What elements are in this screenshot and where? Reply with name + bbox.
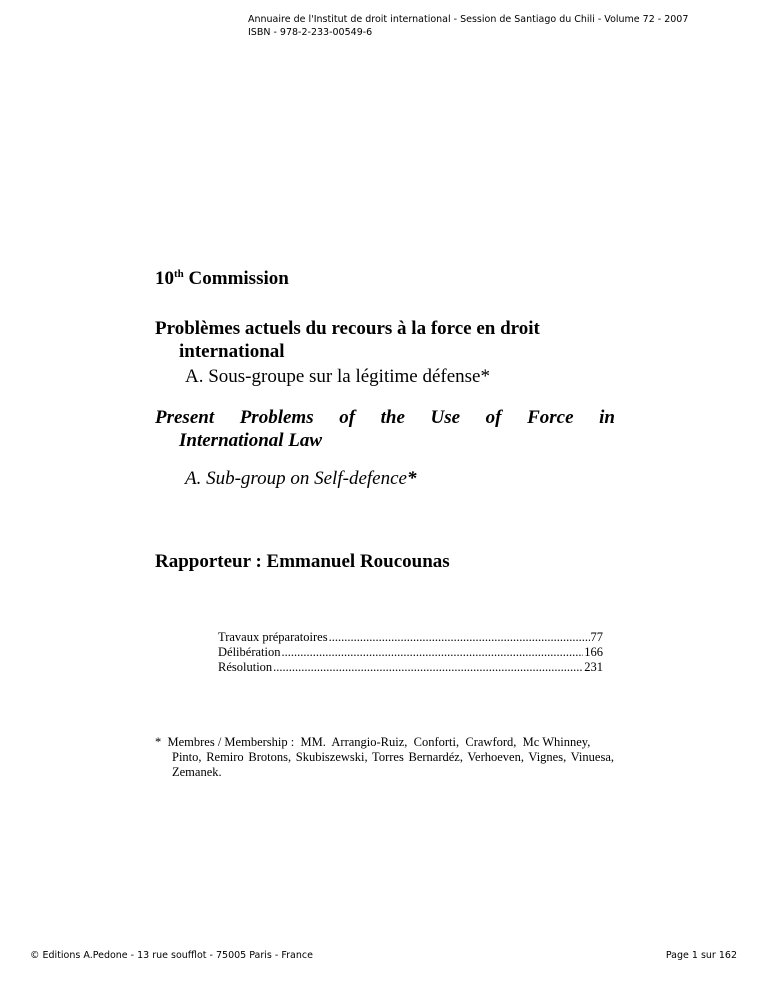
- toc-entry[interactable]: [218, 630, 603, 645]
- header-publication-line: Annuaire de l'Institut de droit international - Session de Santiago du Chili - Volume 72 - 2007: [248, 14, 689, 25]
- english-title-word: the: [380, 407, 405, 428]
- english-title-word: of: [339, 407, 356, 428]
- french-title-line2: international: [179, 341, 285, 362]
- english-title-word: in: [599, 407, 615, 428]
- table-of-contents: [218, 630, 603, 675]
- running-header: [248, 13, 688, 39]
- toc-entry-page: 231: [584, 660, 603, 674]
- membership-footnote: [155, 735, 614, 780]
- header-isbn-line: ISBN - 978-2-233-00549-6: [248, 27, 373, 38]
- english-subgroup-footnote-mark: *: [406, 468, 417, 489]
- footnote-member-list: Pinto, Remiro Brotons, Skubiszewski, Torres Bernardéz, Verhoeven, Vignes, Vinuesa, Zemanek.: [172, 750, 614, 779]
- toc-entry-label: Délibération: [218, 645, 281, 659]
- english-subgroup-text: A. Sub-group on Self-defence: [185, 468, 407, 489]
- toc-entry[interactable]: [218, 645, 603, 660]
- english-title-word: Problems: [239, 407, 314, 428]
- toc-entry-page: 77: [590, 630, 603, 644]
- english-title-word: Present: [155, 407, 215, 428]
- french-title-line1: Problèmes actuels du recours à la force en droit: [155, 318, 540, 339]
- rapporteur-heading: Rapporteur : Emmanuel Roucounas: [155, 551, 450, 572]
- footnote-first-line: * Membres / Membership : MM. Arrangio-Ruiz, Conforti, Crawford, Mc Whinney,: [155, 735, 591, 749]
- toc-entry[interactable]: [218, 660, 603, 675]
- french-title: [155, 317, 615, 363]
- toc-leader-dots: [273, 660, 583, 675]
- english-title-word: Use: [430, 407, 461, 428]
- commission-heading: [155, 268, 289, 290]
- english-title: [155, 406, 615, 452]
- french-subgroup: A. Sous-groupe sur la légitime défense*: [185, 366, 490, 387]
- english-subgroup: [185, 468, 416, 490]
- commission-number: 10: [155, 268, 174, 289]
- toc-leader-dots: [281, 645, 583, 660]
- english-title-line1: [155, 406, 615, 429]
- commission-label: Commission: [188, 268, 289, 289]
- toc-entry-label: Résolution: [218, 660, 273, 674]
- english-title-word: Force: [527, 407, 574, 428]
- page-number: Page 1 sur 162: [665, 950, 737, 961]
- toc-entry-label: Travaux préparatoires: [218, 630, 328, 644]
- toc-entry-page: 166: [584, 645, 603, 659]
- publisher-footer: © Editions A.Pedone - 13 rue soufflot - 75005 Paris - France: [30, 950, 313, 961]
- english-title-word: of: [485, 407, 502, 428]
- english-title-line2: International Law: [179, 430, 323, 451]
- commission-ordinal-suffix: th: [174, 268, 184, 280]
- toc-leader-dots: [329, 630, 590, 645]
